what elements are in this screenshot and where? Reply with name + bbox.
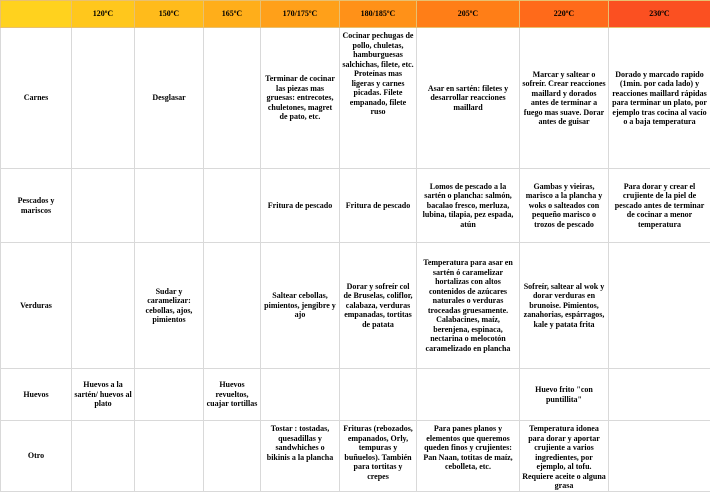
cell-carnes-150c: Desglasar: [135, 28, 204, 169]
cell-pescados-150c: [135, 169, 204, 243]
cell-carnes-120c: [72, 28, 135, 169]
row-pescados-y-mariscos: [1, 169, 710, 243]
cell-carnes-220c: Marcar y saltear o sofreír. Crear reacciones maillard y dorados antes de terminar a fuego mas suave. Dorar antes de guisar: [520, 28, 609, 169]
cell-huevos-165c: Huevos revueltos, cuajar tortillas: [204, 369, 261, 421]
cell-otro-120c: [72, 421, 135, 492]
header-165c: 165ºC: [204, 1, 261, 28]
cell-huevos-180-185c: [340, 369, 417, 421]
cell-verduras-170-175c: Saltear cebollas, pimientos, jengibre y ajo: [261, 243, 340, 369]
cell-pescados-165c: [204, 169, 261, 243]
cell-otro-230c: [609, 421, 710, 492]
cell-huevos-220c: Huevo frito "con puntillita": [520, 369, 609, 421]
cell-pescados-120c: [72, 169, 135, 243]
cell-carnes-165c: [204, 28, 261, 169]
header-row: [1, 1, 710, 28]
cell-pescados-205c: Lomos de pescado a la sartén o plancha: salmón, bacalao fresco, merluza, lubina, tilapia, pez espada, atún: [417, 169, 520, 243]
cell-verduras-220c: Sofreír, saltear al wok y dorar verduras en brunoise. Pimientos, zanahorias, espárragos, kale y patata frita: [520, 243, 609, 369]
cell-pescados-180-185c: Fritura de pescado: [340, 169, 417, 243]
row-huevos: [1, 369, 710, 421]
cell-verduras-165c: [204, 243, 261, 369]
cell-huevos-150c: [135, 369, 204, 421]
cell-carnes-170-175c: Terminar de cocinar las piezas mas gruesas: entrecotes, chuletones, magret de pato, etc.: [261, 28, 340, 169]
header-205c: 205ºC: [417, 1, 520, 28]
header-120c: 120ºC: [72, 1, 135, 28]
cell-otro-180-185c: Frituras (rebozados, empanados, Orly, tempuras y buñuelos). También para tortitas y crepes: [340, 421, 417, 492]
cell-huevos-120c: Huevos a la sartén/ huevos al plato: [72, 369, 135, 421]
header-220c: 220ºC: [520, 1, 609, 28]
header-170-175c: 170/175ºC: [261, 1, 340, 28]
header-150c: 150ºC: [135, 1, 204, 28]
header-corner: [1, 1, 72, 28]
row-label-huevos: Huevos: [1, 369, 72, 421]
row-otro: [1, 421, 710, 492]
cell-huevos-230c: [609, 369, 710, 421]
cell-pescados-220c: Gambas y vieiras, marisco a la plancha y woks o salteados con pequeño marisco o trozos de pescado: [520, 169, 609, 243]
header-180-185c: 180/185ºC: [340, 1, 417, 28]
cell-otro-150c: [135, 421, 204, 492]
cell-carnes-230c: Dorado y marcado rapido (1min. por cada lado) y reacciones maillard rápidas para terminar un plato, por ejemplo tras cocina al vacío o a baja temperatura: [609, 28, 710, 169]
cell-verduras-180-185c: Dorar y sofreír col de Bruselas, coliflor, calabaza, verduras empanadas, tortitas de patata: [340, 243, 417, 369]
cell-pescados-230c: Para dorar y crear el crujiente de la piel de pescado antes de terminar de cocinar a menor temperatura: [609, 169, 710, 243]
row-verduras: [1, 243, 710, 369]
cell-otro-220c: Temperatura idonea para dorar y aportar crujiente a varios ingredientes, por ejemplo, al tofu. Requiere aceite o alguna grasa: [520, 421, 609, 492]
cell-pescados-170-175c: Fritura de pescado: [261, 169, 340, 243]
row-label-verduras: Verduras: [1, 243, 72, 369]
cell-carnes-205c: Asar en sartén: filetes y desarrollar reacciones maillard: [417, 28, 520, 169]
cell-otro-170-175c: Tostar : tostadas, quesadillas y sandwhiches o bikinis a la plancha: [261, 421, 340, 492]
cell-verduras-230c: [609, 243, 710, 369]
row-label-carnes: Carnes: [1, 28, 72, 169]
cell-otro-205c: Para panes planos y elementos que queremos queden finos y crujientes: Pan Naan, totitas de maíz, cebolleta, etc.: [417, 421, 520, 492]
cell-verduras-150c: Sudar y caramelizar: cebollas, ajos, pimientos: [135, 243, 204, 369]
row-carnes: [1, 28, 710, 169]
cell-verduras-205c: Temperatura para asar en sartén ó caramelizar hortalizas con altos contenidos de azúcares naturales o verduras troceadas gruesamente. Calabacines, maíz, berenjena, espinaca, nectarina o melocotón caramelizado en plancha: [417, 243, 520, 369]
cell-huevos-170-175c: [261, 369, 340, 421]
header-230c: 230ºC: [609, 1, 710, 28]
row-label-otro: Otro: [1, 421, 72, 492]
cell-huevos-205c: [417, 369, 520, 421]
cell-verduras-120c: [72, 243, 135, 369]
cell-carnes-180-185c: Cocinar pechugas de pollo, chuletas, hamburguesas salchichas, filete, etc. Proteínas mas ligeras y carnes picadas. Filete empanado, filete ruso: [340, 28, 417, 169]
cell-otro-165c: [204, 421, 261, 492]
row-label-pescados-y-mariscos: Pescados y mariscos: [1, 169, 72, 243]
